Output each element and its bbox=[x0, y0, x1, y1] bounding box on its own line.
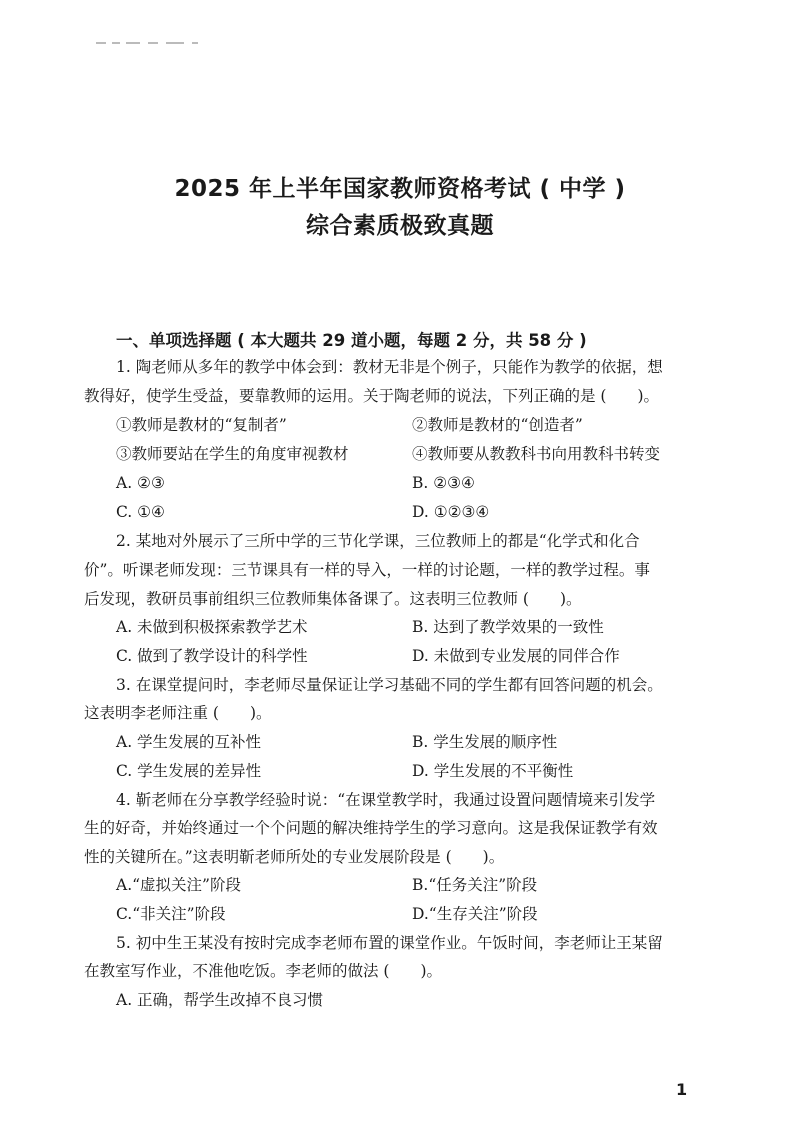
q1-option-c: C. ①④ bbox=[116, 503, 165, 521]
q1-option-b: B. ②③④ bbox=[412, 474, 475, 492]
q1-statement-2: ②教师是教材的“创造者” bbox=[412, 416, 583, 434]
q3-stem-line2: 这表明李老师注重 ( )。 bbox=[84, 704, 272, 722]
q4-option-d: D.“生存关注”阶段 bbox=[412, 905, 538, 923]
q2-stem-line2: 价”。听课老师发现：三节课具有一样的导入，一样的讨论题，一样的教学过程。事 bbox=[84, 561, 650, 579]
q4-stem-line1: 4. 靳老师在分享教学经验时说：“在课堂教学时，我通过设置问题情境来引发学 bbox=[116, 791, 656, 809]
section-heading: 一、单项选择题 ( 本大题共 29 道小题，每题 2 分，共 58 分 ) bbox=[116, 331, 587, 350]
q5-option-a: A. 正确，帮学生改掉不良习惯 bbox=[116, 991, 324, 1009]
q2-stem-line3: 后发现，教研员事前组织三位教师集体备课了。这表明三位教师 ( )。 bbox=[84, 590, 582, 608]
q4-option-a: A.“虚拟关注”阶段 bbox=[116, 876, 241, 894]
q1-statement-4: ④教师要从教教科书向用教科书转变 bbox=[412, 445, 661, 463]
exam-subtitle: 综合素质极致真题 bbox=[306, 213, 494, 239]
q2-option-d: D. 未做到专业发展的同伴合作 bbox=[412, 647, 620, 665]
q4-option-c: C.“非关注”阶段 bbox=[116, 905, 226, 923]
q1-stem-line2: 教得好，使学生受益，要靠教师的运用。关于陶老师的说法，下列正确的是 ( )。 bbox=[84, 387, 660, 405]
q5-stem-line1: 5. 初中生王某没有按时完成李老师布置的课堂作业。午饭时间，李老师让王某留 bbox=[116, 934, 663, 952]
q3-option-b: B. 学生发展的顺序性 bbox=[412, 733, 558, 751]
q4-stem-line3: 性的关键所在。”这表明靳老师所处的专业发展阶段是 ( )。 bbox=[84, 848, 505, 866]
q2-option-b: B. 达到了教学效果的一致性 bbox=[412, 618, 604, 636]
q2-option-a: A. 未做到积极探索教学艺术 bbox=[116, 618, 308, 636]
q3-stem-line1: 3. 在课堂提问时，李老师尽量保证让学习基础不同的学生都有回答问题的机会。 bbox=[116, 676, 663, 694]
page-number: 1 bbox=[676, 1080, 688, 1099]
q4-stem-line2: 生的好奇，并始终通过一个个问题的解决维持学生的学习意向。这是我保证教学有效 bbox=[84, 819, 658, 837]
q4-option-b: B.“任务关注”阶段 bbox=[412, 876, 538, 894]
scan-specks bbox=[96, 40, 216, 46]
q2-stem-line1: 2. 某地对外展示了三所中学的三节化学课，三位教师上的都是“化学式和化合 bbox=[116, 532, 640, 550]
q1-statement-1: ①教师是教材的“复制者” bbox=[116, 416, 287, 434]
q1-statement-3: ③教师要站在学生的角度审视教材 bbox=[116, 445, 349, 463]
q1-stem-line1: 1. 陶老师从多年的教学中体会到：教材无非是个例子，只能作为教学的依据，想 bbox=[116, 358, 663, 376]
q3-option-d: D. 学生发展的不平衡性 bbox=[412, 762, 574, 780]
q2-option-c: C. 做到了教学设计的科学性 bbox=[116, 647, 308, 665]
q3-option-c: C. 学生发展的差异性 bbox=[116, 762, 262, 780]
q1-option-a: A. ②③ bbox=[116, 474, 165, 492]
exam-title: 2025 年上半年国家教师资格考试 ( 中学 ) bbox=[174, 176, 626, 202]
q5-stem-line2: 在教室写作业，不准他吃饭。李老师的做法 ( )。 bbox=[84, 962, 443, 980]
q3-option-a: A. 学生发展的互补性 bbox=[116, 733, 262, 751]
q1-option-d: D. ①②③④ bbox=[412, 503, 490, 521]
